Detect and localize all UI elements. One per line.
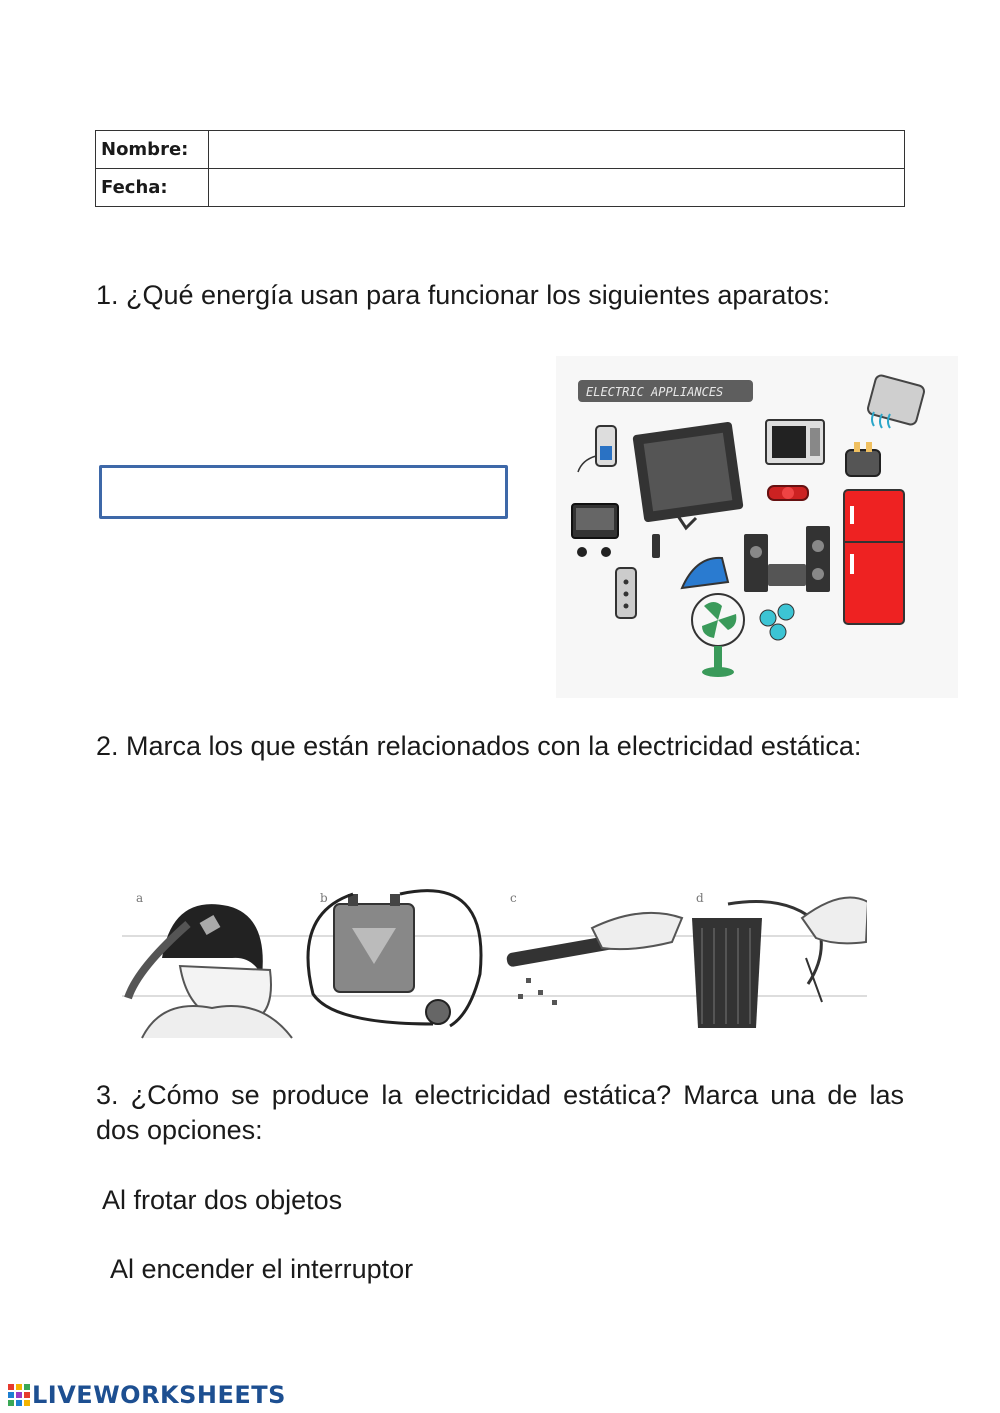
option-turn-on-switch[interactable]: Al encender el interruptor [110, 1254, 414, 1284]
name-label: Nombre: [96, 131, 209, 169]
television-icon [632, 421, 743, 528]
remote-icon [652, 534, 660, 558]
date-row [96, 169, 905, 207]
toaster-icon [846, 442, 880, 476]
static-electricity-images [122, 878, 867, 1040]
microwave-icon [766, 420, 824, 464]
question-2-text: 2. Marca los que están relacionados con la electricidad estática: [96, 731, 862, 761]
image-label-d: d [696, 891, 704, 905]
power-strip-icon [616, 568, 636, 618]
image-label-c: c [510, 891, 517, 905]
name-row [96, 131, 905, 169]
option-rub-objects[interactable]: Al frotar dos objetos [102, 1185, 343, 1215]
game-console-icon [572, 504, 618, 557]
question-1-answer-box[interactable] [99, 465, 508, 519]
brand-name: LIVEWORKSHEETS [32, 1381, 286, 1409]
kettle-icon [578, 426, 616, 472]
fan-icon [692, 594, 744, 677]
question-3-text: 3. ¿Cómo se produce la electricidad estática? Marca una de las dos opciones: [96, 1080, 904, 1145]
electric-appliances-image [556, 356, 958, 698]
refrigerator-icon [844, 490, 904, 624]
charged-container-image[interactable] [692, 898, 867, 1028]
appliances-title-banner [578, 380, 753, 402]
air-conditioner-icon [867, 374, 926, 428]
date-field[interactable] [209, 169, 905, 207]
liveworksheets-logo-icon [8, 1384, 30, 1406]
comb-paper-image[interactable] [506, 913, 682, 1005]
image-label-b: b [320, 891, 328, 905]
appliances-title: ELECTRIC APPLIANCES [586, 385, 724, 399]
iron-icon [682, 558, 728, 588]
battery-circuit-image[interactable] [308, 891, 481, 1026]
student-info-table [95, 130, 905, 207]
liveworksheets-logo [8, 1380, 286, 1410]
cd-icon [760, 604, 794, 640]
child-rubbing-hair-image[interactable] [128, 904, 292, 1038]
image-label-a: a [136, 891, 144, 905]
hair-dryer-icon [768, 486, 808, 500]
name-field[interactable] [209, 131, 905, 169]
stereo-icon [744, 526, 830, 592]
date-label: Fecha: [96, 169, 209, 207]
question-1-text: 1. ¿Qué energía usan para funcionar los siguientes aparatos: [96, 280, 830, 310]
